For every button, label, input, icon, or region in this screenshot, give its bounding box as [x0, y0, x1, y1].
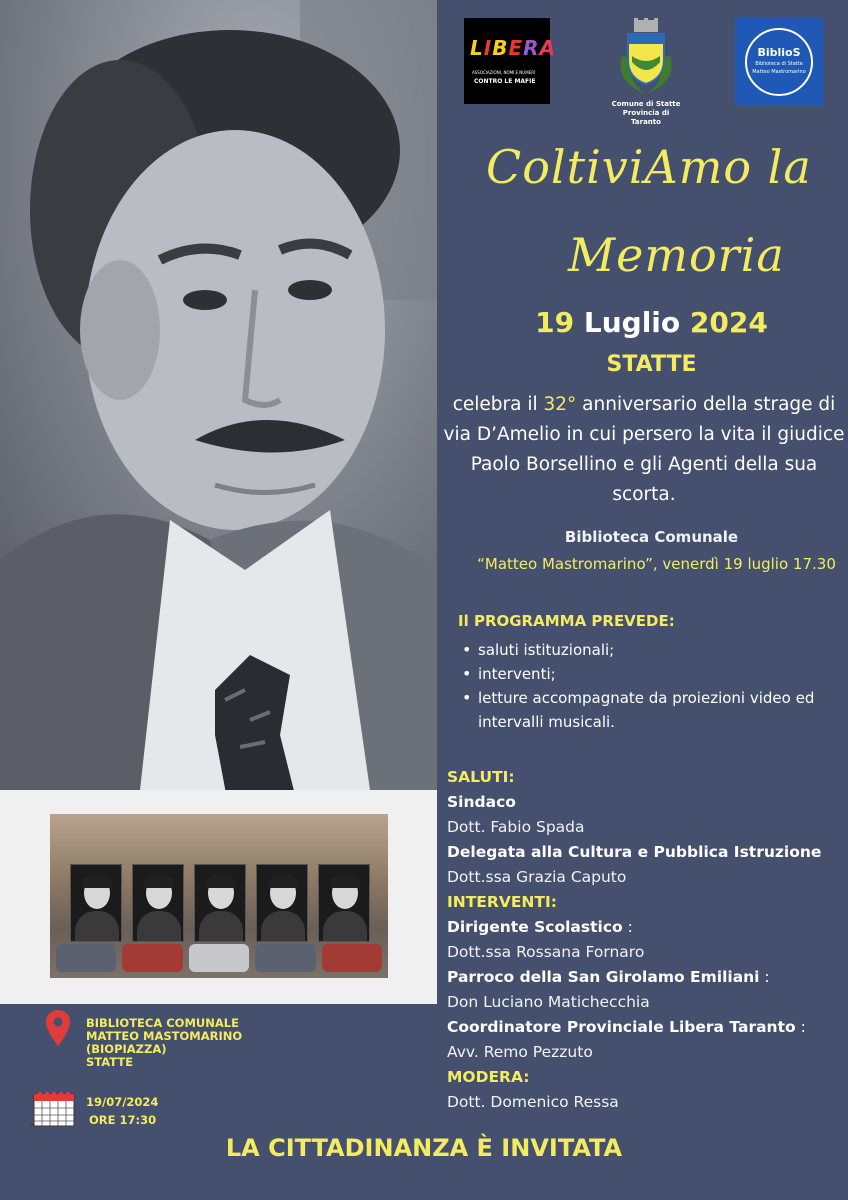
- biblios-logo: [735, 18, 823, 106]
- speaker-name: Don Luciano Matichecchia: [447, 993, 650, 1011]
- program-title: Il PROGRAMMA PREVEDE:: [458, 612, 675, 630]
- venue-name: Biblioteca Comunale: [564, 528, 739, 546]
- event-date: [455, 306, 848, 339]
- speaker-name: Dott. Fabio Spada: [447, 818, 585, 836]
- address-line: BIBLIOTECA COMUNALE: [86, 1016, 239, 1030]
- biblios-subtitle: Biblioteca di Statte: [755, 61, 803, 67]
- memorial-photo: [0, 790, 437, 1004]
- victim-portrait: [318, 864, 370, 942]
- via-damelio-scene: [50, 814, 388, 978]
- biblios-dedication: Matteo Mastromarino: [752, 69, 806, 75]
- biblios-name: BiblioS: [757, 46, 801, 59]
- anniversary-number: 32°: [543, 394, 577, 415]
- libera-wordmark: LIBERA: [470, 36, 557, 60]
- speaker-role: Sindaco: [447, 793, 516, 811]
- speakers-section: [447, 765, 848, 1115]
- role-separator: :: [622, 918, 633, 936]
- libera-subtitle: ASSOCIAZIONI, NOMI E NUMERI: [472, 70, 536, 75]
- portrait-illustration: [0, 0, 437, 790]
- speaker-role: Dirigente Scolastico: [447, 918, 623, 936]
- victim-portrait: [194, 864, 246, 942]
- role-separator: :: [795, 1018, 806, 1036]
- program-item: • letture accompagnate da proiezioni video ed intervalli musicali.: [460, 686, 840, 734]
- speaker-role: Parroco della San Girolamo Emiliani: [447, 968, 760, 986]
- date-month: Luglio: [574, 306, 690, 339]
- program-item: • saluti istituzionali;: [460, 638, 840, 662]
- calendar-icon: [30, 1090, 76, 1128]
- moderator-name: Dott. Domenico Ressa: [447, 1093, 619, 1111]
- description-pre: celebra il: [452, 394, 544, 415]
- title-line-1: ColtiviAmo la: [486, 140, 812, 194]
- comune-name: Comune di Statte: [611, 100, 681, 108]
- damaged-cars: [50, 938, 388, 978]
- modera-heading: MODERA:: [447, 1068, 530, 1086]
- speaker-name: Avv. Remo Pezzuto: [447, 1043, 593, 1061]
- victim-portrait: [132, 864, 184, 942]
- event-date-short: 19/07/2024: [86, 1095, 159, 1109]
- saluti-heading: SALUTI:: [447, 768, 515, 786]
- speaker-role: Delegata alla Cultura e Pubblica Istruzione: [447, 843, 822, 861]
- date-year: 2024: [689, 306, 768, 339]
- event-address: [86, 1017, 242, 1069]
- address-line: (BIOPIAZZA): [86, 1042, 167, 1056]
- comune-crest: [608, 16, 684, 126]
- title-line-2: Memoria: [568, 228, 785, 282]
- speaker-role: Coordinatore Provinciale Libera Taranto: [447, 1018, 796, 1036]
- event-time: ORE 17:30: [89, 1113, 157, 1127]
- libera-tagline: CONTRO LE MAFIE: [474, 78, 536, 85]
- interventi-heading: INTERVENTI:: [447, 893, 557, 911]
- victims-portraits: [70, 864, 370, 944]
- address-line: STATTE: [86, 1055, 134, 1069]
- logos-bar: [460, 16, 832, 126]
- role-separator: :: [759, 968, 770, 986]
- libera-logo: [464, 18, 557, 104]
- victim-portrait: [256, 864, 308, 942]
- invitation-footer: LA CITTADINANZA È INVITATA: [225, 1134, 623, 1162]
- event-when: [86, 1093, 158, 1129]
- program-item: • interventi;: [460, 662, 840, 686]
- event-place: STATTE: [606, 352, 697, 377]
- victim-portrait: [70, 864, 122, 942]
- event-description: [440, 390, 848, 510]
- date-day: 19: [535, 306, 575, 339]
- speaker-name: Dott.ssa Rossana Fornaro: [447, 943, 645, 961]
- crest-icon: [608, 16, 684, 96]
- comune-province: Provincia di Taranto: [622, 109, 670, 127]
- program-list: [460, 638, 840, 734]
- venue-detail: “Matteo Mastromarino”, venerdì 19 luglio 17.30: [477, 555, 836, 573]
- portrait-photo: [0, 0, 437, 790]
- description-post: anniversario della strage di via D’Amelio in cui persero la vita il giudice Paolo Borsellino e gli Agenti della sua scorta.: [443, 394, 845, 505]
- speaker-name: Dott.ssa Grazia Caputo: [447, 868, 627, 886]
- address-line: MATTEO MASTOMARINO: [86, 1029, 243, 1043]
- location-pin-icon: [46, 1010, 70, 1046]
